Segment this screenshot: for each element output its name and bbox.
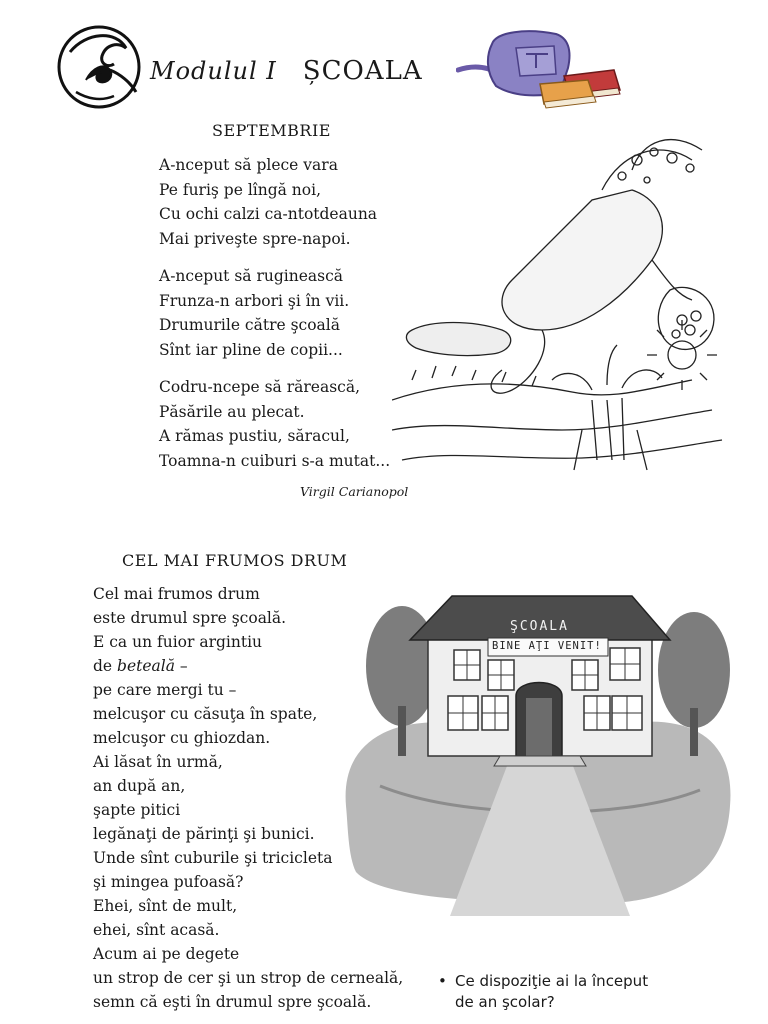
poem-line: Unde sînt cuburile şi tricicleta xyxy=(93,849,333,867)
poem-line: melcuşor cu căsuţa în spate, xyxy=(93,705,318,723)
poem1-stanza-3 xyxy=(159,375,390,473)
poem-line: A-nceput să plece vara xyxy=(159,156,338,174)
poem-line: an după an, xyxy=(93,777,186,795)
poem-title-cel-mai-frumos-drum: CEL MAI FRUMOS DRUM xyxy=(122,551,348,570)
page-header xyxy=(150,56,423,86)
poem-line: Sînt iar pline de copii... xyxy=(159,340,343,359)
poem-line: Cel mai frumos drum xyxy=(93,585,260,603)
poem-line: E ca un fuior argintiu xyxy=(93,633,263,651)
poem-line: Pe furiş pe lîngă noi, xyxy=(159,180,322,199)
poem-line: Păsările au plecat. xyxy=(159,402,305,421)
poem-line: este drumul spre şcoală. xyxy=(93,609,287,627)
poem1-stanza-1 xyxy=(159,153,377,251)
poem-line: şi mingea pufoasă? xyxy=(93,873,244,891)
poem-line: A rămas pustiu, săracul, xyxy=(159,427,350,445)
poem-line: A-nceput să ruginească xyxy=(159,267,343,285)
bullet: • xyxy=(438,972,447,990)
poem-line: semn că eşti în drumul spre şcoală. xyxy=(93,993,372,1011)
poem-line: Mai priveşte spre-napoi. xyxy=(159,229,351,248)
poem-line: legănaţi de părinţi şi bunici. xyxy=(93,825,315,843)
poem-italic-word: beteală xyxy=(117,657,175,675)
autumn-illustration xyxy=(392,130,730,510)
poem-line: un strop de cer şi un strop de cerneală, xyxy=(93,969,404,987)
poem-line: ehei, sînt acasă. xyxy=(93,921,220,939)
welcome-banner: BINE AŢI VENIT! xyxy=(492,640,602,652)
discussion-question xyxy=(438,971,648,1013)
poem-line: Frunza-n arbori şi în vii. xyxy=(159,291,350,310)
poem-line: melcuşor cu ghiozdan. xyxy=(93,729,271,747)
question-line-2: de an şcolar? xyxy=(455,993,555,1011)
poem-line-prefix: de xyxy=(93,657,113,675)
poem-line: Codru-ncepe să rărească, xyxy=(159,378,361,396)
poem-line: Cu ochi calzi ca-ntotdeauna xyxy=(159,205,378,223)
school-sign: ŞCOALA xyxy=(510,619,569,634)
module-label: Modulul I xyxy=(150,57,277,85)
backpack-books-illustration xyxy=(456,24,622,110)
poem-title-septembrie: SEPTEMBRIE xyxy=(212,121,331,140)
question-line-1: Ce dispoziţie ai la început xyxy=(455,972,649,990)
poem-line: Acum ai pe degete xyxy=(93,945,240,963)
poem-line: Ai lăsat în urmă, xyxy=(93,753,223,771)
poem-line: Drumurile către şcoală xyxy=(159,316,340,334)
poem-line: şapte pitici xyxy=(93,801,181,819)
poem-line: pe care mergi tu – xyxy=(93,681,237,699)
school-illustration xyxy=(340,586,735,926)
poem1-stanza-2 xyxy=(159,264,349,362)
module-logo xyxy=(56,22,146,112)
poem1-author: Virgil Carianopol xyxy=(300,484,409,499)
section-title: ȘCOALA xyxy=(302,56,423,86)
poem-line: Toamna-n cuiburi s-a mutat... xyxy=(159,451,391,470)
poem-line: Ehei, sînt de mult, xyxy=(93,897,238,915)
poem-line-suffix: – xyxy=(174,657,188,675)
